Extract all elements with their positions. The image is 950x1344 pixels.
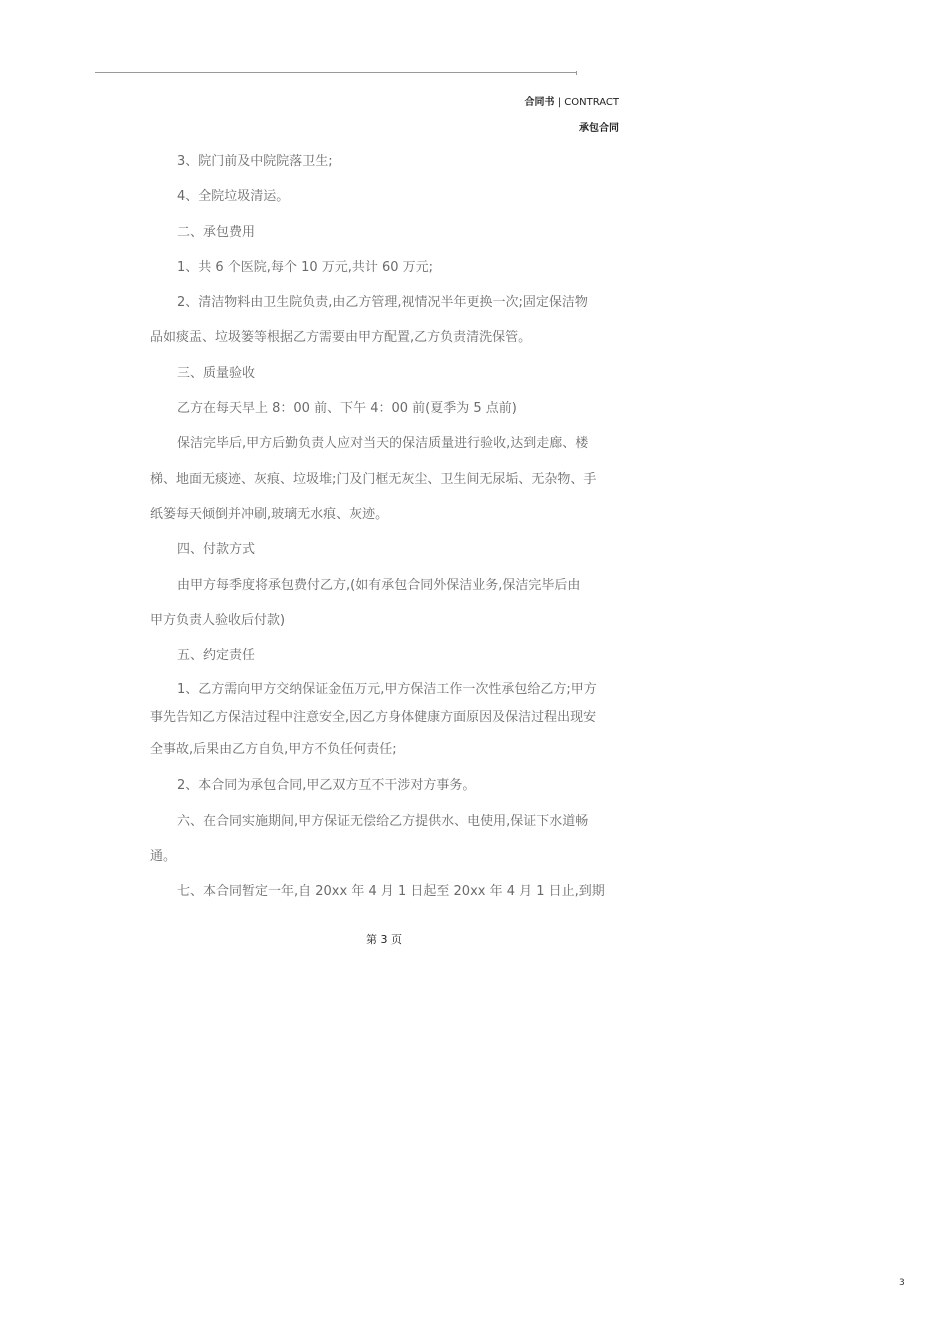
paragraph-line: 事先告知乙方保洁过程中注意安全,因乙方身体健康方面原因及保洁过程出现安 bbox=[150, 710, 597, 726]
page-number-label: 第 3 页 bbox=[366, 933, 402, 946]
paragraph-line: 纸篓每天倾倒并冲刷,玻璃无水痕、灰迹。 bbox=[150, 506, 389, 522]
header-subtitle: 承包合同 bbox=[579, 123, 619, 134]
section-heading: 五、约定责任 bbox=[177, 648, 256, 664]
paragraph-line: 4、全院垃圾清运。 bbox=[177, 189, 290, 205]
document-body bbox=[150, 144, 620, 910]
paragraph-line: 1、乙方需向甲方交纳保证金伍万元,甲方保洁工作一次性承包给乙方;甲方 bbox=[177, 682, 597, 698]
section-heading: 三、质量验收 bbox=[177, 365, 256, 381]
paragraph-line: 2、清洁物料由卫生院负责,由乙方管理,视情况半年更换一次;固定保洁物 bbox=[177, 295, 588, 311]
paragraph-line: 1、共 6 个医院,每个 10 万元,共计 60 万元; bbox=[177, 259, 434, 275]
doc-type-en: CONTRACT bbox=[564, 97, 619, 108]
paragraph-line: 由甲方每季度将承包费付乙方,(如有承包合同外保洁业务,保洁完毕后由 bbox=[177, 577, 581, 593]
paragraph-line: 保洁完毕后,甲方后勤负责人应对当天的保洁质量进行验收,达到走廊、楼 bbox=[177, 436, 589, 452]
paragraph-line: 品如痰盂、垃圾篓等根据乙方需要由甲方配置,乙方负责清洗保管。 bbox=[150, 330, 532, 346]
header-rule-tick bbox=[576, 71, 577, 75]
paragraph-line: 通。 bbox=[150, 849, 177, 865]
paragraph-line: 甲方负责人验收后付款) bbox=[150, 612, 286, 628]
doc-type-cn: 合同书 bbox=[524, 97, 555, 108]
doc-type-separator: | bbox=[557, 97, 562, 108]
header-doc-type bbox=[525, 93, 620, 108]
paragraph-line: 3、院门前及中院院落卫生; bbox=[177, 154, 333, 169]
paragraph-line: 梯、地面无痰迹、灰痕、垃圾堆;门及门框无灰尘、卫生间无尿垢、无杂物、手 bbox=[150, 471, 597, 487]
header-rule bbox=[95, 72, 577, 73]
section-heading: 二、承包费用 bbox=[177, 224, 256, 240]
paragraph-line: 六、在合同实施期间,甲方保证无偿给乙方提供水、电使用,保证下水道畅 bbox=[177, 813, 589, 829]
page-corner-number: 3 bbox=[899, 1278, 905, 1288]
paragraph-line: 七、本合同暂定一年,自 20xx 年 4 月 1 日起至 20xx 年 4 月 1 日止,到期 bbox=[177, 884, 605, 900]
section-heading: 四、付款方式 bbox=[177, 542, 256, 558]
paragraph-line: 全事故,后果由乙方自负,甲方不负任何责任; bbox=[150, 742, 397, 758]
paragraph-line: 乙方在每天早上 8：00 前、下午 4：00 前(夏季为 5 点前) bbox=[177, 401, 517, 417]
paragraph-line: 2、本合同为承包合同,甲乙双方互不干涉对方事务。 bbox=[177, 778, 476, 794]
